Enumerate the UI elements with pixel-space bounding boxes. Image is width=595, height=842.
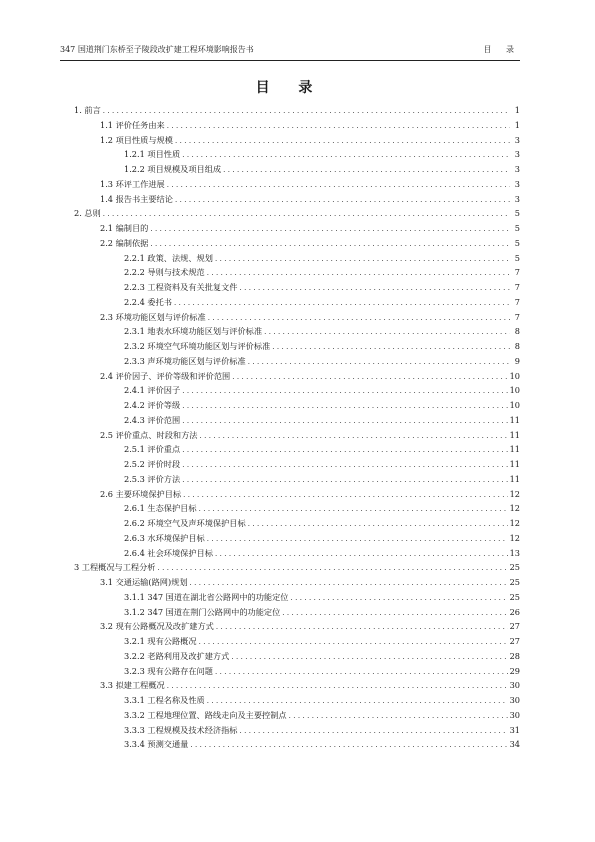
toc-entry[interactable] [60, 162, 520, 177]
toc-entry[interactable] [60, 398, 520, 413]
toc-entry-page-number: 27 [509, 636, 520, 646]
toc-entry-page-number: 3 [514, 134, 520, 145]
toc-entry-page-number: 5 [514, 223, 520, 233]
toc-entry-label: 2.6 主要环境保护目标 [100, 488, 182, 499]
toc-entry-label: 2.4.3 评价范围 [124, 414, 181, 425]
toc-entry-label: 2.6.4 社会环境保护目标 [124, 547, 213, 558]
toc-entry[interactable] [60, 457, 520, 472]
toc-leader-dots [167, 119, 510, 134]
toc-entry-label: 2.5.3 评价方法 [124, 473, 181, 484]
toc-entry-page-number: 3 [514, 193, 520, 204]
toc-leader-dots [150, 222, 510, 237]
toc-entry-label: 2.3.1 地表水环境功能区划与评价标准 [124, 326, 263, 337]
toc-entry-label: 3.1.1 347 国道在湖北省公路网中的功能定位 [124, 591, 289, 602]
toc-entry-page-number: 25 [509, 577, 520, 587]
toc-entry[interactable] [60, 619, 520, 634]
toc-entry[interactable] [60, 265, 520, 280]
toc-entry-page-number: 1 [514, 119, 520, 130]
toc-entry-page-number: 5 [514, 208, 520, 219]
toc-entry-label: 2.2 编制依据 [100, 237, 149, 248]
toc-entry-label: 3.3.1 工程名称及性质 [124, 695, 205, 705]
toc-entry[interactable] [60, 487, 520, 502]
toc-entry-page-number: 11 [509, 459, 520, 469]
toc-entry[interactable] [60, 354, 520, 369]
toc-entry[interactable] [60, 501, 520, 516]
toc-entry-label: 3.2.3 现有公路存在问题 [124, 665, 213, 676]
toc-leader-dots [182, 414, 507, 429]
toc-leader-dots [199, 635, 508, 650]
toc-entry-page-number: 25 [509, 562, 520, 573]
toc-entry[interactable] [60, 177, 520, 192]
toc-entry[interactable] [60, 221, 520, 236]
toc-entry-page-number: 11 [509, 414, 520, 425]
toc-entry-label: 3.1.2 347 国道在荆门公路网中的功能定位 [124, 606, 281, 617]
toc-entry-page-number: 12 [509, 518, 520, 528]
toc-entry-label: 1.2.2 项目规模及项目组成 [124, 164, 222, 174]
toc-entry-label: 2.2.3 工程资料及有关批复文件 [124, 282, 238, 292]
toc-entry-label: 2.4.2 评价等级 [124, 400, 181, 410]
toc-leader-dots [190, 738, 507, 753]
toc-leader-dots [150, 237, 510, 252]
toc-entry[interactable] [60, 118, 520, 133]
toc-entry-page-number: 12 [509, 503, 520, 514]
toc-leader-dots [215, 252, 510, 267]
toc-entry-label: 2.2.2 导则与技术规范 [124, 267, 205, 278]
toc-entry-label: 2.2.4 委托书 [124, 296, 172, 307]
toc-entry[interactable] [60, 442, 520, 457]
toc-entry-label: 2.6.2 环境空气及声环境保护目标 [124, 518, 246, 528]
toc-entry-page-number: 13 [509, 547, 520, 558]
toc-entry-label: 2.5.2 评价时段 [124, 459, 181, 469]
toc-leader-dots [103, 104, 510, 119]
toc-leader-dots [231, 650, 507, 665]
toc-entry-label: 2.6.1 生态保护目标 [124, 503, 197, 514]
toc-entry-label: 1.2 项目性质与规模 [100, 134, 173, 145]
toc-leader-dots [232, 370, 507, 385]
toc-entry-page-number: 10 [509, 370, 520, 381]
toc-entry-page-number: 12 [509, 488, 520, 499]
toc-leader-dots [167, 178, 510, 193]
toc-entry-label: 1.3 环评工作进展 [100, 178, 165, 189]
toc-entry-label: 2.5 评价重点、时段和方法 [100, 429, 198, 440]
toc-leader-dots [248, 355, 510, 370]
toc-entry-label: 2.2.1 政策、法规、规划 [124, 252, 213, 263]
toc-entry-label: 3.2.1 现有公路概况 [124, 636, 197, 646]
toc-entry[interactable] [60, 324, 520, 339]
toc-leader-dots [208, 311, 510, 326]
toc-entry[interactable] [60, 428, 520, 443]
toc-entry[interactable] [60, 339, 520, 354]
toc-entry-label: 1.2.1 项目性质 [124, 149, 181, 160]
toc-entry-page-number: 7 [514, 282, 520, 292]
toc-entry[interactable] [60, 723, 520, 738]
toc-entry-page-number: 7 [514, 267, 520, 278]
toc-entry[interactable] [60, 413, 520, 428]
toc-entry[interactable] [60, 708, 520, 723]
toc-entry-page-number: 11 [509, 444, 520, 455]
toc-entry[interactable] [60, 280, 520, 295]
toc-entry[interactable] [60, 546, 520, 561]
toc-entry-page-number: 5 [514, 237, 520, 248]
toc-entry[interactable] [60, 737, 520, 752]
toc-entry-page-number: 30 [509, 709, 520, 720]
toc-leader-dots [183, 488, 507, 503]
toc-entry[interactable] [60, 634, 520, 649]
toc-leader-dots [272, 340, 510, 355]
toc-entry-label: 2.3.2 环境空气环境功能区划与评价标准 [124, 341, 271, 351]
toc-entry-label: 2.6.3 水环境保护目标 [124, 532, 205, 543]
toc-entry-page-number: 34 [509, 739, 520, 750]
toc-entry-page-number: 10 [509, 385, 520, 396]
toc-entry-page-number: 5 [514, 252, 520, 263]
toc-leader-dots [182, 458, 507, 473]
toc-entry[interactable] [60, 472, 520, 487]
toc-entry-label: 3.3.3 工程规模及技术经济指标 [124, 724, 238, 735]
toc-leader-dots [158, 561, 508, 576]
toc-leader-dots [200, 429, 508, 444]
toc-leader-dots [215, 547, 508, 562]
toc-entry[interactable] [60, 206, 520, 221]
toc-leader-dots [182, 443, 507, 458]
toc-entry-page-number: 10 [509, 400, 520, 410]
toc-leader-dots [240, 281, 511, 296]
toc-entry-page-number: 27 [509, 621, 520, 632]
toc-entry[interactable] [60, 664, 520, 679]
toc-entry[interactable] [60, 147, 520, 162]
toc-entry-page-number: 8 [514, 326, 520, 337]
toc-entry-page-number: 11 [509, 473, 520, 484]
toc-leader-dots [167, 679, 508, 694]
toc-leader-dots [240, 724, 508, 739]
toc-entry[interactable] [60, 251, 520, 266]
toc-entry-label: 2.3.3 声环境功能区划与评价标准 [124, 355, 246, 366]
toc-entry-page-number: 31 [509, 724, 520, 735]
toc-leader-dots [103, 207, 510, 222]
toc-leader-dots [182, 384, 507, 399]
toc-entry-page-number: 29 [509, 665, 520, 676]
toc-entry[interactable] [60, 192, 520, 207]
toc-leader-dots [207, 266, 510, 281]
toc-entry-label: 3.3.2 工程地理位置、路线走向及主要控制点 [124, 709, 287, 720]
toc-entry-page-number: 7 [514, 311, 520, 322]
toc-leader-dots [216, 620, 508, 635]
toc-entry-page-number: 30 [509, 695, 520, 705]
toc-leader-dots [207, 532, 508, 547]
toc-entry[interactable] [60, 605, 520, 620]
toc-entry[interactable] [60, 560, 520, 575]
toc-leader-dots [290, 591, 507, 606]
toc-entry-label: 3 工程概况与工程分析 [74, 562, 156, 573]
toc-entry[interactable] [60, 678, 520, 693]
toc-entry-label: 1. 前言 [74, 105, 101, 115]
toc-leader-dots [182, 473, 507, 488]
toc-entry-page-number: 11 [509, 429, 520, 440]
toc-entry[interactable] [60, 575, 520, 590]
toc-entry-label: 3.3.4 预测交通量 [124, 739, 189, 750]
toc-entry[interactable] [60, 590, 520, 605]
toc-entry-label: 2. 总则 [74, 208, 101, 219]
toc-entry[interactable] [60, 236, 520, 251]
toc-entry[interactable] [60, 693, 520, 708]
toc-entry[interactable] [60, 295, 520, 310]
toc-leader-dots [175, 193, 510, 208]
toc-leader-dots [282, 606, 507, 621]
toc-entry-page-number: 25 [509, 591, 520, 602]
toc-leader-dots [215, 665, 508, 680]
header-rule [60, 60, 520, 61]
toc-entry[interactable] [60, 103, 520, 118]
toc-entry-page-number: 9 [514, 355, 520, 366]
toc-entry-page-number: 12 [509, 532, 520, 543]
toc-entry-label: 2.4.1 评价因子 [124, 385, 181, 396]
toc-leader-dots [289, 709, 508, 724]
toc-entry-label: 3.1 交通运输(路网)规划 [100, 577, 188, 587]
header-section-name: 目 录 [483, 45, 520, 54]
table-of-contents [60, 103, 520, 752]
toc-leader-dots [174, 296, 510, 311]
toc-entry-label: 2.4 评价因子、评价等级和评价范围 [100, 370, 231, 381]
toc-entry-page-number: 3 [514, 164, 520, 174]
toc-entry[interactable] [60, 531, 520, 546]
toc-entry[interactable] [60, 369, 520, 384]
toc-entry-label: 3.2.2 老路利用及改扩建方式 [124, 650, 230, 661]
toc-entry-label: 3.3 拟建工程概况 [100, 680, 165, 691]
toc-entry-page-number: 1 [514, 105, 520, 115]
toc-entry[interactable] [60, 516, 520, 531]
toc-entry-label: 2.5.1 评价重点 [124, 444, 181, 455]
toc-entry-label: 2.1 编制目的 [100, 223, 149, 233]
toc-leader-dots [182, 148, 510, 163]
toc-entry-label: 3.2 现有公路概况及改扩建方式 [100, 621, 214, 632]
toc-leader-dots [248, 517, 508, 532]
toc-entry-page-number: 26 [509, 606, 520, 617]
toc-leader-dots [175, 134, 510, 149]
toc-entry-page-number: 8 [514, 341, 520, 351]
toc-leader-dots [223, 163, 510, 178]
toc-entry-label: 2.3 环境功能区划与评价标准 [100, 311, 206, 322]
toc-leader-dots [199, 502, 508, 517]
toc-leader-dots [207, 694, 508, 709]
toc-leader-dots [190, 576, 508, 591]
toc-entry[interactable] [60, 310, 520, 325]
toc-leader-dots [182, 399, 507, 414]
toc-entry[interactable] [60, 133, 520, 148]
toc-entry-label: 1.4 报告书主要结论 [100, 193, 173, 204]
page-title: 目 录 [255, 80, 325, 96]
toc-entry-page-number: 3 [514, 178, 520, 189]
page-header [60, 44, 520, 56]
toc-leader-dots [264, 325, 510, 340]
toc-entry[interactable] [60, 383, 520, 398]
toc-entry[interactable] [60, 649, 520, 664]
header-report-title: 347 国道荆门东桥至子陵段改扩建工程环境影响报告书 [60, 45, 254, 54]
toc-entry-label: 1.1 评价任务由来 [100, 119, 165, 130]
toc-entry-page-number: 28 [509, 650, 520, 661]
toc-entry-page-number: 30 [509, 680, 520, 691]
toc-entry-page-number: 3 [514, 149, 520, 160]
toc-entry-page-number: 7 [514, 296, 520, 307]
